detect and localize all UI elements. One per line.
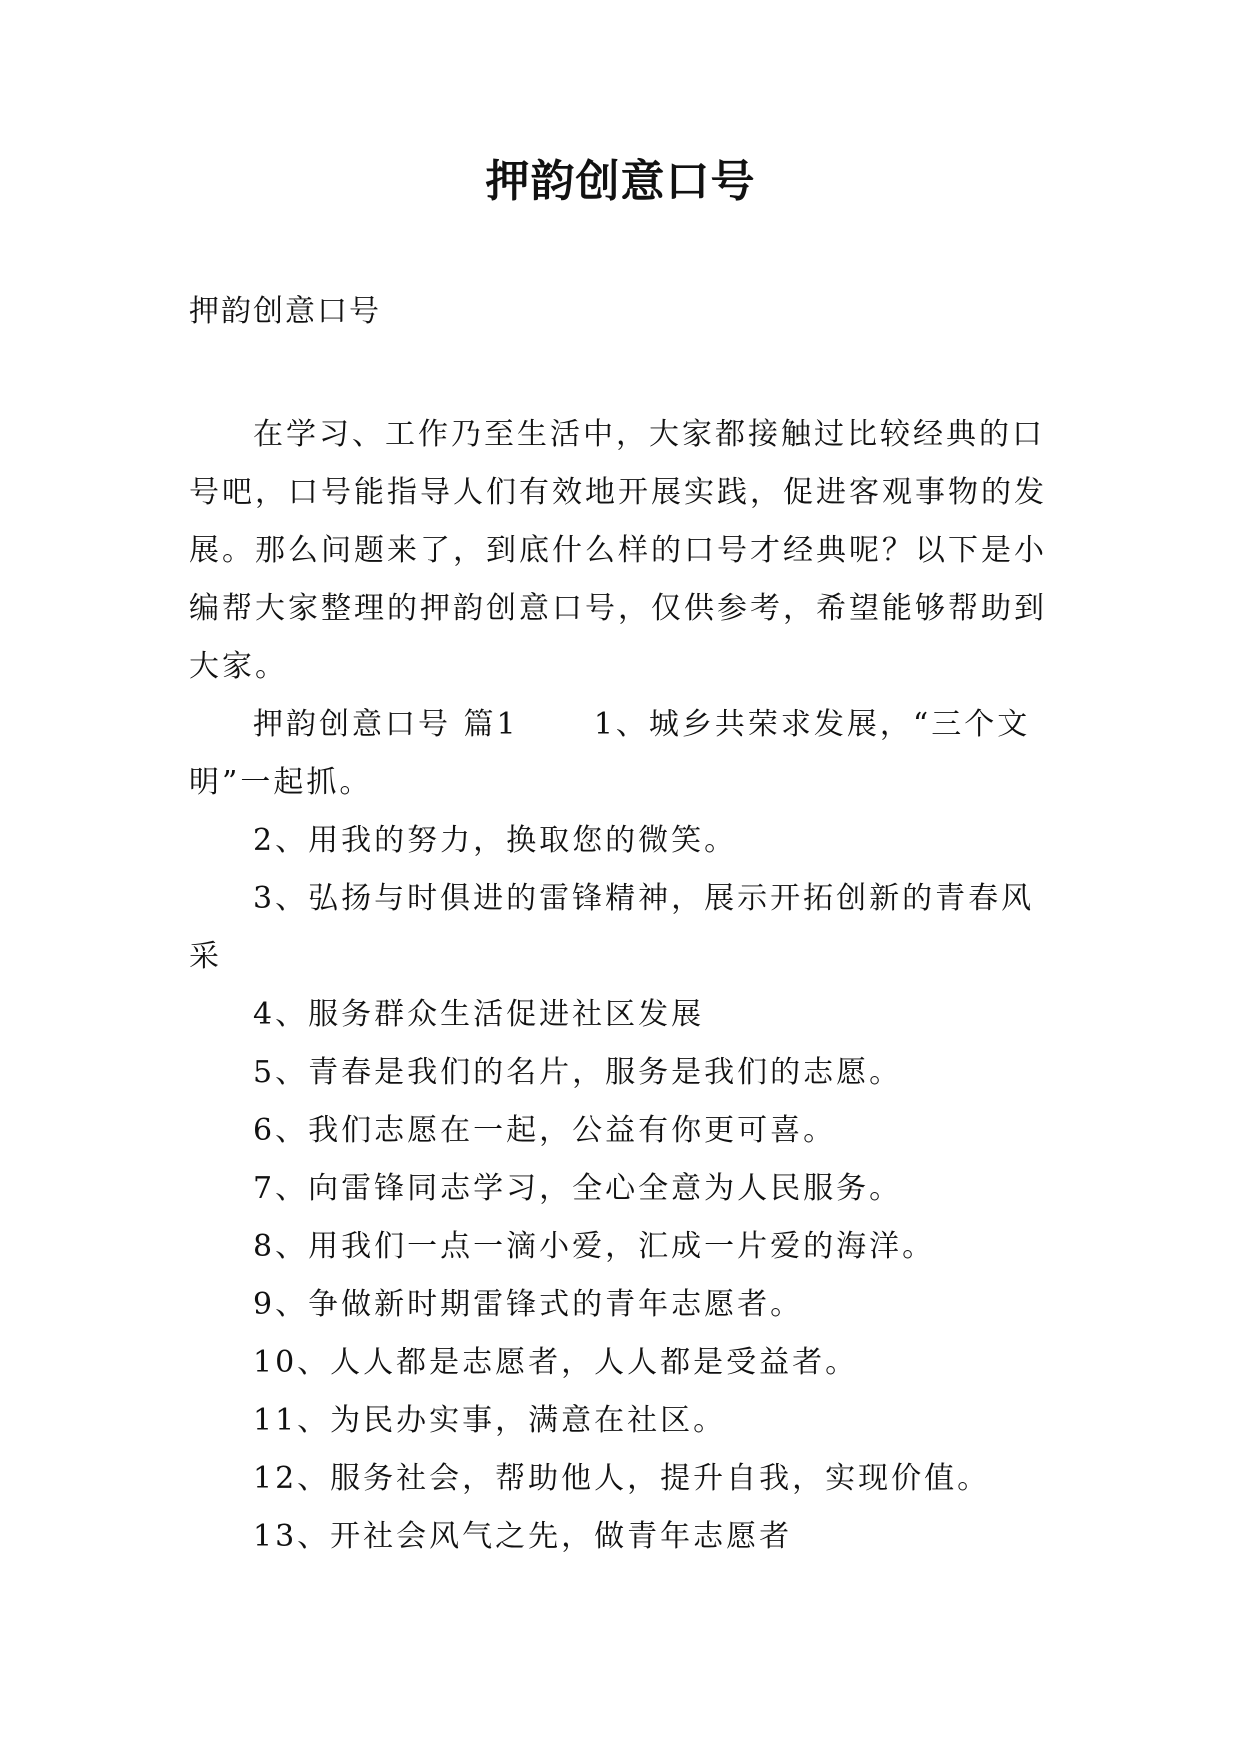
list-item-13: 13、开社会风气之先，做青年志愿者 — [253, 1519, 793, 1554]
list-item-9: 9、争做新时期雷锋式的青年志愿者。 — [253, 1287, 804, 1322]
document-title: 押韵创意口号 — [485, 156, 756, 207]
list-item-11: 11、为民办实事，满意在社区。 — [253, 1403, 727, 1438]
list-item-10: 10、人人都是志愿者，人人都是受益者。 — [253, 1345, 859, 1380]
list-item-2: 2、用我的努力，换取您的微笑。 — [253, 823, 738, 858]
list-item-3: 3、弘扬与时俱进的雷锋精神，展示开拓创新的青春风采 — [189, 881, 1035, 974]
section-heading: 押韵创意口号 篇1 — [253, 707, 519, 742]
list-item-4: 4、服务群众生活促进社区发展 — [253, 997, 705, 1032]
list-item-6: 6、我们志愿在一起，公益有你更可喜。 — [253, 1113, 837, 1148]
list-item-12: 12、服务社会，帮助他人，提升自我，实现价值。 — [253, 1461, 991, 1496]
list-item-1: 1、城乡共荣求发展，“三个文明”一起抓。 — [189, 707, 1031, 800]
document-subtitle: 押韵创意口号 — [189, 294, 381, 329]
list-item-7: 7、向雷锋同志学习，全心全意为人民服务。 — [253, 1171, 903, 1206]
document-body — [189, 406, 1059, 1566]
section-first-line — [189, 696, 1059, 812]
list-item-5: 5、青春是我们的名片，服务是我们的志愿。 — [253, 1055, 903, 1090]
list-item-8: 8、用我们一点一滴小爱，汇成一片爱的海洋。 — [253, 1229, 936, 1264]
intro-paragraph: 在学习、工作乃至生活中，大家都接触过比较经典的口号吧，口号能指导人们有效地开展实践，促进客观事物的发展。那么问题来了，到底什么样的口号才经典呢？以下是小编帮大家整理的押韵创意口号，仅供参考，希望能够帮助到大家。 — [189, 417, 1047, 684]
